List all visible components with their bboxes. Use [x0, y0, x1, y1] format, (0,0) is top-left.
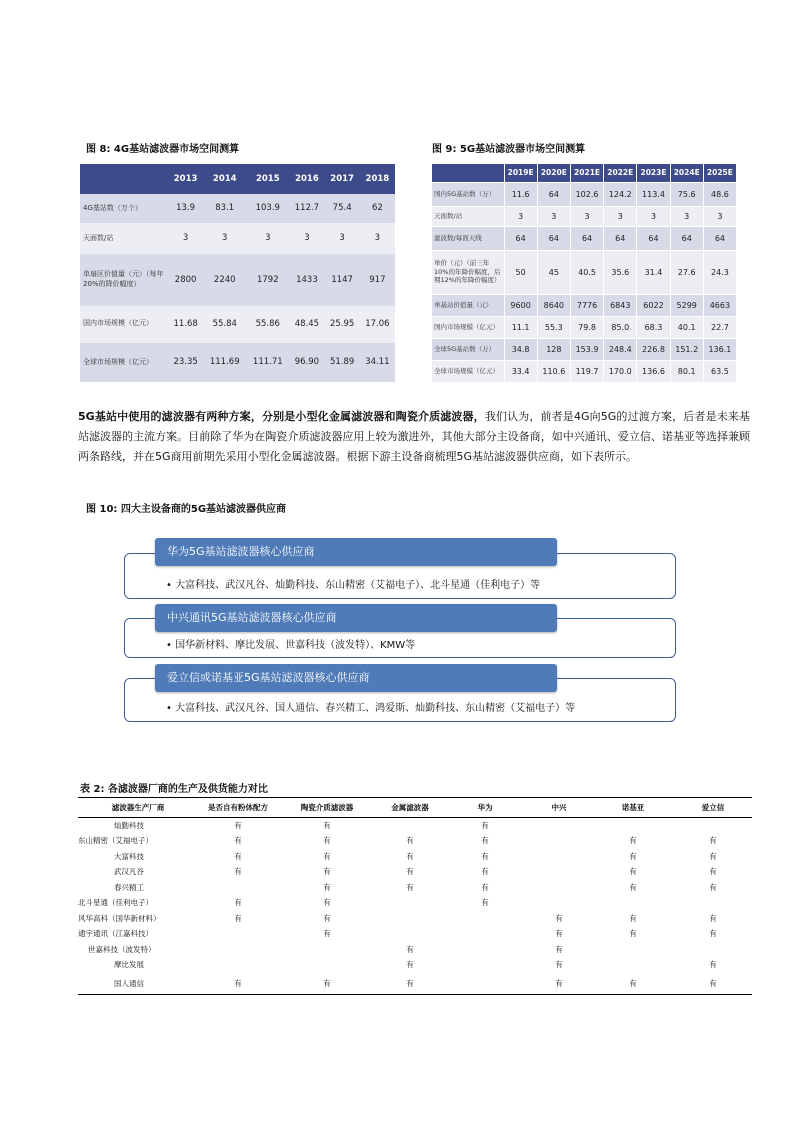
capability-cell: 有	[674, 973, 752, 995]
year-header: 2020E	[537, 164, 570, 182]
table-cell: 31.4	[637, 250, 670, 294]
table-cell: 103.9	[246, 194, 289, 223]
capability-cell: 有	[629, 882, 637, 892]
table-row	[80, 343, 395, 382]
table-cell: 48.6	[703, 182, 736, 206]
manufacturer-name: 通宇通讯（江嘉科技）	[78, 929, 153, 939]
table-cell: 64	[504, 226, 537, 250]
table-cell: 96.90	[289, 343, 324, 382]
table-cell: 110.6	[537, 360, 570, 382]
table-cell: 3	[168, 223, 203, 254]
table-cell: 7776	[570, 294, 603, 316]
capability-cell	[592, 957, 674, 973]
capability-cell: 有	[323, 836, 331, 846]
table-row	[80, 306, 395, 343]
table-row	[432, 226, 736, 250]
capability-cell	[592, 942, 674, 958]
year-header: 2016	[289, 164, 324, 194]
capability-cell	[526, 895, 592, 911]
capability-cell: 有	[592, 973, 674, 995]
table-cell: 111.71	[246, 343, 289, 382]
capability-cell: 有	[323, 851, 331, 861]
table-cell: 64	[604, 226, 637, 250]
capability-cell	[198, 926, 278, 942]
table-cell: 112.7	[289, 194, 324, 223]
table-cell: 3	[325, 223, 360, 254]
manufacturer-name: 东山精密（艾福电子）	[78, 836, 153, 846]
capability-cell: 有	[629, 836, 637, 846]
capability-cell: 有	[629, 929, 637, 939]
figure-10-title: 图 10: 四大主设备商的5G基站滤波器供应商	[86, 504, 287, 515]
year-header: 2019E	[504, 164, 537, 182]
capability-cell: 有	[406, 944, 414, 954]
capability-cell: 有	[234, 898, 242, 908]
supplier-box-zte-head: 中兴通讯5G基站滤波器核心供应商	[155, 604, 557, 632]
row-label: 单基站价值量（元）	[432, 294, 504, 316]
capability-cell	[444, 942, 526, 958]
capability-cell: 有	[555, 960, 563, 970]
table-cell: 136.6	[637, 360, 670, 382]
table-cell: 226.8	[637, 338, 670, 360]
table-cell: 248.4	[604, 338, 637, 360]
table-corner	[432, 164, 504, 182]
capability-cell: 有	[376, 973, 444, 995]
table-cell: 2800	[168, 254, 203, 306]
table-cell: 151.2	[670, 338, 703, 360]
table-row	[80, 254, 395, 306]
table-2-title: 表 2: 各滤波器厂商的生产及供货能力对比	[80, 784, 268, 795]
capability-cell: 有	[555, 913, 563, 923]
table-cell: 136.1	[703, 338, 736, 360]
capability-cell: 有	[406, 882, 414, 892]
capability-cell: 有	[323, 867, 331, 877]
capability-cell	[198, 880, 278, 896]
capability-cell	[376, 926, 444, 942]
row-label: 国内市场规模（亿元）	[80, 306, 168, 343]
table-cell: 79.8	[570, 316, 603, 338]
table-row	[432, 206, 736, 226]
table-cell: 6022	[637, 294, 670, 316]
year-header: 2013	[168, 164, 203, 194]
column-header: 爱立信	[674, 798, 752, 818]
table-cell: 55.84	[203, 306, 246, 343]
manufacturer-name: 灿勤科技	[114, 821, 144, 830]
table-cell: 124.2	[604, 182, 637, 206]
manufacturer-name: 春兴精工	[114, 882, 144, 892]
table-cell: 11.1	[504, 316, 537, 338]
table-row	[80, 223, 395, 254]
capability-cell: 有	[629, 913, 637, 923]
table-row	[432, 316, 736, 338]
row-label: 全球市场规模（亿元）	[80, 343, 168, 382]
table-cell: 3	[360, 223, 395, 254]
manufacturer-name: 北斗星通（佳利电子）	[78, 898, 153, 908]
table-row	[432, 338, 736, 360]
table-cell: 62	[360, 194, 395, 223]
table-cell: 17.06	[360, 306, 395, 343]
table-cell: 113.4	[637, 182, 670, 206]
table-cell: 75.6	[670, 182, 703, 206]
column-header: 中兴	[526, 798, 592, 818]
table-cell: 1792	[246, 254, 289, 306]
capability-cell: 有	[278, 973, 376, 995]
capability-cell	[444, 911, 526, 927]
capability-cell	[674, 942, 752, 958]
table-cell: 23.35	[168, 343, 203, 382]
table-cell: 3	[637, 206, 670, 226]
capability-cell: 有	[709, 913, 717, 923]
table-cell: 63.5	[703, 360, 736, 382]
table-cell: 25.95	[325, 306, 360, 343]
table-cell: 64	[570, 226, 603, 250]
supplier-box-zte-body: • 国华新材料、摩比发展、世嘉科技（波发特）、KMW等	[166, 640, 416, 651]
table-cell: 3	[246, 223, 289, 254]
row-label: 4G基站数（万个）	[80, 194, 168, 223]
capability-cell	[278, 957, 376, 973]
capability-cell: 有	[709, 960, 717, 970]
capability-cell: 有	[323, 821, 331, 830]
year-header: 2025E	[703, 164, 736, 182]
capability-cell	[198, 942, 278, 958]
column-header: 华为	[444, 798, 526, 818]
capability-cell	[526, 818, 592, 834]
table-cell: 3	[289, 223, 324, 254]
table-row	[78, 973, 752, 995]
table-cell: 33.4	[504, 360, 537, 382]
capability-cell: 有	[234, 836, 242, 846]
year-header: 2017	[325, 164, 360, 194]
capability-cell: 有	[323, 882, 331, 892]
table-cell: 55.3	[537, 316, 570, 338]
table-cell: 34.8	[504, 338, 537, 360]
capability-cell	[526, 864, 592, 880]
table-cell: 917	[360, 254, 395, 306]
paragraph-bold-lead: 5G基站中使用的滤波器有两种方案，分别是小型化金属滤波器和陶瓷介质滤波器，	[78, 410, 485, 423]
table-row	[78, 926, 752, 942]
capability-cell	[278, 942, 376, 958]
year-header: 2014	[203, 164, 246, 194]
capability-cell: 有	[481, 836, 489, 846]
row-label: 单扇区价值量（元）（每年20%的降价幅度）	[80, 254, 168, 306]
row-label: 国内5G基站数（万）	[432, 182, 504, 206]
table-cell: 8640	[537, 294, 570, 316]
supplier-box-huawei-body: • 大富科技、武汉凡谷、灿勤科技、东山精密（艾福电子）、北斗星通（佳利电子）等	[166, 580, 541, 591]
manufacturer-name: 国人通信	[78, 973, 198, 995]
table-row	[78, 880, 752, 896]
table-row	[432, 360, 736, 382]
capability-cell: 有	[198, 973, 278, 995]
table-cell: 3	[570, 206, 603, 226]
capability-cell	[592, 818, 674, 834]
table-row	[78, 818, 752, 834]
table-row	[78, 895, 752, 911]
capability-cell: 有	[481, 882, 489, 892]
column-header: 金属滤波器	[376, 798, 444, 818]
table-cell: 24.3	[703, 250, 736, 294]
capability-cell: 有	[709, 882, 717, 892]
year-header: 2021E	[570, 164, 603, 182]
row-label: 全球5G基站数（万）	[432, 338, 504, 360]
capability-cell: 有	[406, 851, 414, 861]
row-label: 天面数/站	[432, 206, 504, 226]
table-cell: 48.45	[289, 306, 324, 343]
capability-cell	[376, 895, 444, 911]
table-row	[80, 194, 395, 223]
capability-cell	[198, 957, 278, 973]
table-cell: 3	[504, 206, 537, 226]
table-cell: 2240	[203, 254, 246, 306]
capability-cell: 有	[555, 929, 563, 939]
capability-cell: 有	[709, 929, 717, 939]
year-header: 2015	[246, 164, 289, 194]
table-cell: 1433	[289, 254, 324, 306]
figure-8-table	[80, 164, 395, 382]
table-corner	[80, 164, 168, 194]
table-cell: 35.6	[604, 250, 637, 294]
capability-cell: 有	[629, 851, 637, 861]
table-cell: 83.1	[203, 194, 246, 223]
table-row	[78, 864, 752, 880]
capability-cell: 有	[234, 913, 242, 923]
table-cell: 34.11	[360, 343, 395, 382]
table-cell: 153.9	[570, 338, 603, 360]
table-cell: 11.6	[504, 182, 537, 206]
capability-cell: 有	[234, 821, 242, 830]
table-cell: 1147	[325, 254, 360, 306]
table-cell: 64	[670, 226, 703, 250]
row-label: 国内市场规模（亿元）	[432, 316, 504, 338]
table-cell: 170.0	[604, 360, 637, 382]
capability-cell: 有	[481, 898, 489, 908]
table-row	[78, 957, 752, 973]
capability-cell: 有	[481, 851, 489, 861]
capability-cell: 有	[709, 836, 717, 846]
table-cell: 13.9	[168, 194, 203, 223]
paragraph-text: 我们认为，前者是4G向5G的过渡方案，后者是未来基站滤波器的主流方案。目前除了华为在陶瓷介质滤波器应用上较为激进外，其他大部分主设备商，如中兴通讯、爱立信、诺基亚等选择兼顾两条路线，并在5G商用前期先采用小型化金属滤波器。根据下游主设备商梳理5G基站滤波器供应商，如下表所示。	[78, 410, 750, 463]
table-cell: 3	[537, 206, 570, 226]
capability-cell: 有	[555, 944, 563, 954]
table-cell: 51.89	[325, 343, 360, 382]
table-cell: 75.4	[325, 194, 360, 223]
table-cell: 27.6	[670, 250, 703, 294]
capability-cell	[592, 895, 674, 911]
table-row	[432, 182, 736, 206]
manufacturer-name: 摩比发展	[114, 960, 144, 970]
capability-cell: 有	[234, 867, 242, 877]
table-cell: 9600	[504, 294, 537, 316]
table-cell: 64	[537, 226, 570, 250]
table-cell: 119.7	[570, 360, 603, 382]
capability-cell: 有	[323, 898, 331, 908]
capability-cell	[376, 818, 444, 834]
column-header: 陶瓷介质滤波器	[278, 798, 376, 818]
table-cell: 102.6	[570, 182, 603, 206]
column-header: 是否自有粉体配方	[198, 798, 278, 818]
column-header: 滤波器生产厂商	[78, 798, 198, 818]
table-cell: 64	[637, 226, 670, 250]
capability-cell	[376, 911, 444, 927]
capability-cell: 有	[323, 929, 331, 939]
table-cell: 85.0	[604, 316, 637, 338]
table-row	[78, 911, 752, 927]
table-cell: 40.1	[670, 316, 703, 338]
capability-cell	[444, 926, 526, 942]
figure-8-title: 图 8: 4G基站滤波器市场空间测算	[86, 144, 240, 155]
capability-cell: 有	[406, 867, 414, 877]
capability-cell	[444, 957, 526, 973]
table-cell: 3	[203, 223, 246, 254]
capability-cell: 有	[709, 867, 717, 877]
row-label: 滤波数/每面天线	[432, 226, 504, 250]
manufacturer-name: 大富科技	[114, 851, 144, 861]
supplier-box-ericsson-nokia-body: • 大富科技、武汉凡谷、国人通信、春兴精工、鸿爱斯、灿勤科技、东山精密（艾福电子）等	[166, 703, 576, 714]
capability-cell	[674, 895, 752, 911]
capability-cell: 有	[406, 960, 414, 970]
table-cell: 4663	[703, 294, 736, 316]
year-header: 2018	[360, 164, 395, 194]
table-row	[78, 942, 752, 958]
capability-cell: 有	[481, 867, 489, 877]
row-label: 全球市场规模（亿元）	[432, 360, 504, 382]
capability-cell: 有	[629, 867, 637, 877]
body-paragraph	[78, 407, 750, 467]
table-cell: 64	[537, 182, 570, 206]
year-header: 2024E	[670, 164, 703, 182]
capability-cell: 有	[323, 913, 331, 923]
table-cell: 3	[670, 206, 703, 226]
capability-cell	[674, 818, 752, 834]
table-row	[432, 294, 736, 316]
table-cell: 3	[703, 206, 736, 226]
table-cell: 3	[604, 206, 637, 226]
table-cell: 40.5	[570, 250, 603, 294]
capability-cell	[526, 833, 592, 849]
column-header: 诺基亚	[592, 798, 674, 818]
table-cell: 22.7	[703, 316, 736, 338]
row-label: 天面数/站	[80, 223, 168, 254]
table-row	[78, 849, 752, 865]
table-row	[432, 250, 736, 294]
capability-cell	[444, 973, 526, 995]
capability-cell: 有	[481, 821, 489, 830]
figure-9-table	[432, 164, 736, 382]
figure-9-title: 图 9: 5G基站滤波器市场空间测算	[432, 144, 586, 155]
capability-cell: 有	[526, 973, 592, 995]
table-cell: 45	[537, 250, 570, 294]
table-cell: 11.68	[168, 306, 203, 343]
capability-cell: 有	[234, 851, 242, 861]
table-cell: 64	[703, 226, 736, 250]
supplier-box-ericsson-nokia-head: 爱立信或诺基亚5G基站滤波器核心供应商	[155, 664, 557, 692]
manufacturer-name: 风华高科（国华新材料）	[78, 913, 161, 923]
capability-cell	[526, 880, 592, 896]
table-cell: 50	[504, 250, 537, 294]
manufacturer-name: 武汉凡谷	[114, 867, 144, 877]
capability-cell: 有	[709, 851, 717, 861]
table-row	[78, 833, 752, 849]
table-cell: 55.86	[246, 306, 289, 343]
row-label: 单价（元）（前三年10%的年降价幅度，后期12%的年降价幅度）	[432, 250, 504, 294]
table-cell: 111.69	[203, 343, 246, 382]
supplier-box-huawei-head: 华为5G基站滤波器核心供应商	[155, 538, 557, 566]
supplier-capability-table	[78, 797, 752, 995]
table-cell: 128	[537, 338, 570, 360]
table-cell: 68.3	[637, 316, 670, 338]
table-cell: 5299	[670, 294, 703, 316]
manufacturer-name: 世嘉科技（波发特）	[88, 944, 156, 954]
year-header: 2023E	[637, 164, 670, 182]
capability-cell: 有	[406, 836, 414, 846]
table-cell: 6843	[604, 294, 637, 316]
year-header: 2022E	[604, 164, 637, 182]
capability-cell	[526, 849, 592, 865]
table-cell: 80.1	[670, 360, 703, 382]
